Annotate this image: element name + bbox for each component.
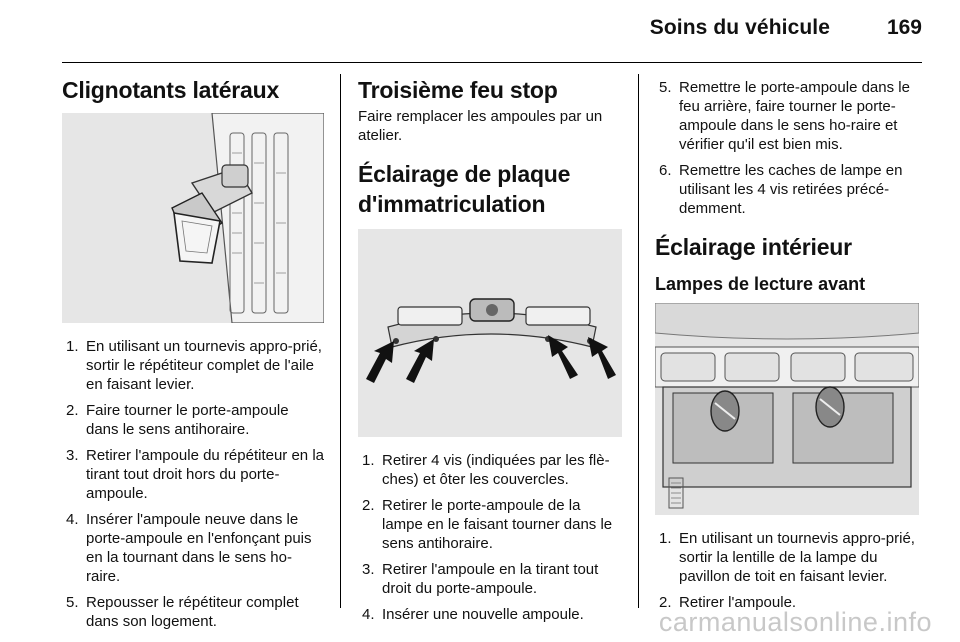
step-text: Remettre le porte-ampoule dans le feu arrière, faire tourner le porte-ampoule dans le sens ho-raire et vérifier qu'il est bien mis.	[679, 79, 910, 153]
watermark: carmanualsonline.info	[658, 607, 932, 637]
page-header	[62, 0, 922, 63]
reading-lamp-steps	[655, 529, 923, 612]
step-number: 5.	[66, 594, 79, 611]
list-item	[358, 496, 622, 553]
heading-plate-light: Éclairage de plaque d'immatriculation	[358, 161, 571, 217]
column-divider	[638, 74, 639, 608]
step-number: 3.	[362, 561, 375, 578]
list-item	[62, 510, 324, 586]
brake-light-paragraph: Faire remplacer les ampoules par un atelier.	[358, 108, 603, 144]
list-item	[62, 593, 324, 631]
step-number: 2.	[659, 594, 672, 611]
step-text: Retirer l'ampoule en la tirant tout droit du porte-ampoule.	[382, 561, 599, 597]
heading-interior-lighting: Éclairage intérieur	[655, 234, 852, 260]
section-title: Soins du véhicule	[649, 16, 830, 39]
plate-light-steps-continued	[655, 78, 923, 218]
side-indicator-illustration	[62, 113, 324, 323]
step-text: En utilisant un tournevis appro-prié, sortir le répétiteur complet de l'aile en faisant levier.	[86, 338, 322, 393]
list-item	[358, 451, 622, 489]
step-text: Repousser le répétiteur complet dans son logement.	[86, 594, 299, 630]
step-number: 4.	[362, 606, 375, 623]
heading-side-indicators: Clignotants latéraux	[62, 77, 280, 103]
step-number: 1.	[66, 338, 79, 355]
list-item	[358, 605, 622, 624]
reading-lamp-illustration	[655, 303, 919, 515]
step-number: 6.	[659, 162, 672, 179]
column-stop-and-plate	[358, 72, 622, 642]
subheading-front-reading-lamps: Lampes de lecture avant	[655, 274, 866, 294]
step-number: 5.	[659, 79, 672, 96]
step-text: Remettre les caches de lampe en utilisant les 4 vis retirées précé-demment.	[679, 162, 903, 217]
step-number: 4.	[66, 511, 79, 528]
step-number: 2.	[66, 402, 79, 419]
list-item	[62, 401, 324, 439]
step-text: Retirer 4 vis (indiquées par les flè-ches) et ôter les couvercles.	[382, 452, 610, 488]
step-text: Retirer le porte-ampoule de la lampe en le faisant tourner dans le sens antihoraire.	[382, 497, 613, 552]
step-number: 1.	[659, 530, 672, 547]
step-text: Insérer une nouvelle ampoule.	[382, 606, 584, 623]
step-text: Faire tourner le porte-ampoule dans le sens antihoraire.	[86, 402, 289, 438]
plate-light-steps	[358, 451, 622, 624]
list-item	[655, 529, 923, 586]
heading-third-brake-light: Troisième feu stop	[358, 77, 558, 103]
list-item	[655, 161, 923, 218]
column-side-indicators	[62, 72, 324, 642]
step-text: Insérer l'ampoule neuve dans le porte-ampoule en l'enfonçant puis en la tournant dans le sens ho-raire.	[86, 511, 312, 585]
side-indicator-steps	[62, 337, 324, 631]
list-item	[62, 337, 324, 394]
step-text: Retirer l'ampoule.	[679, 594, 797, 611]
column-divider	[340, 74, 341, 608]
step-text: En utilisant un tournevis appro-prié, sortir la lentille de la lampe du pavillon de toit en faisant levier.	[679, 530, 915, 585]
plate-light-illustration	[358, 229, 622, 437]
list-item	[358, 560, 622, 598]
list-item	[655, 78, 923, 154]
step-text: Retirer l'ampoule du répétiteur en la tirant tout droit hors du porte-ampoule.	[86, 447, 324, 502]
step-number: 2.	[362, 497, 375, 514]
column-interior-lights	[655, 72, 923, 642]
list-item	[62, 446, 324, 503]
step-number: 3.	[66, 447, 79, 464]
page-number: 169	[886, 16, 922, 39]
step-number: 1.	[362, 452, 375, 469]
